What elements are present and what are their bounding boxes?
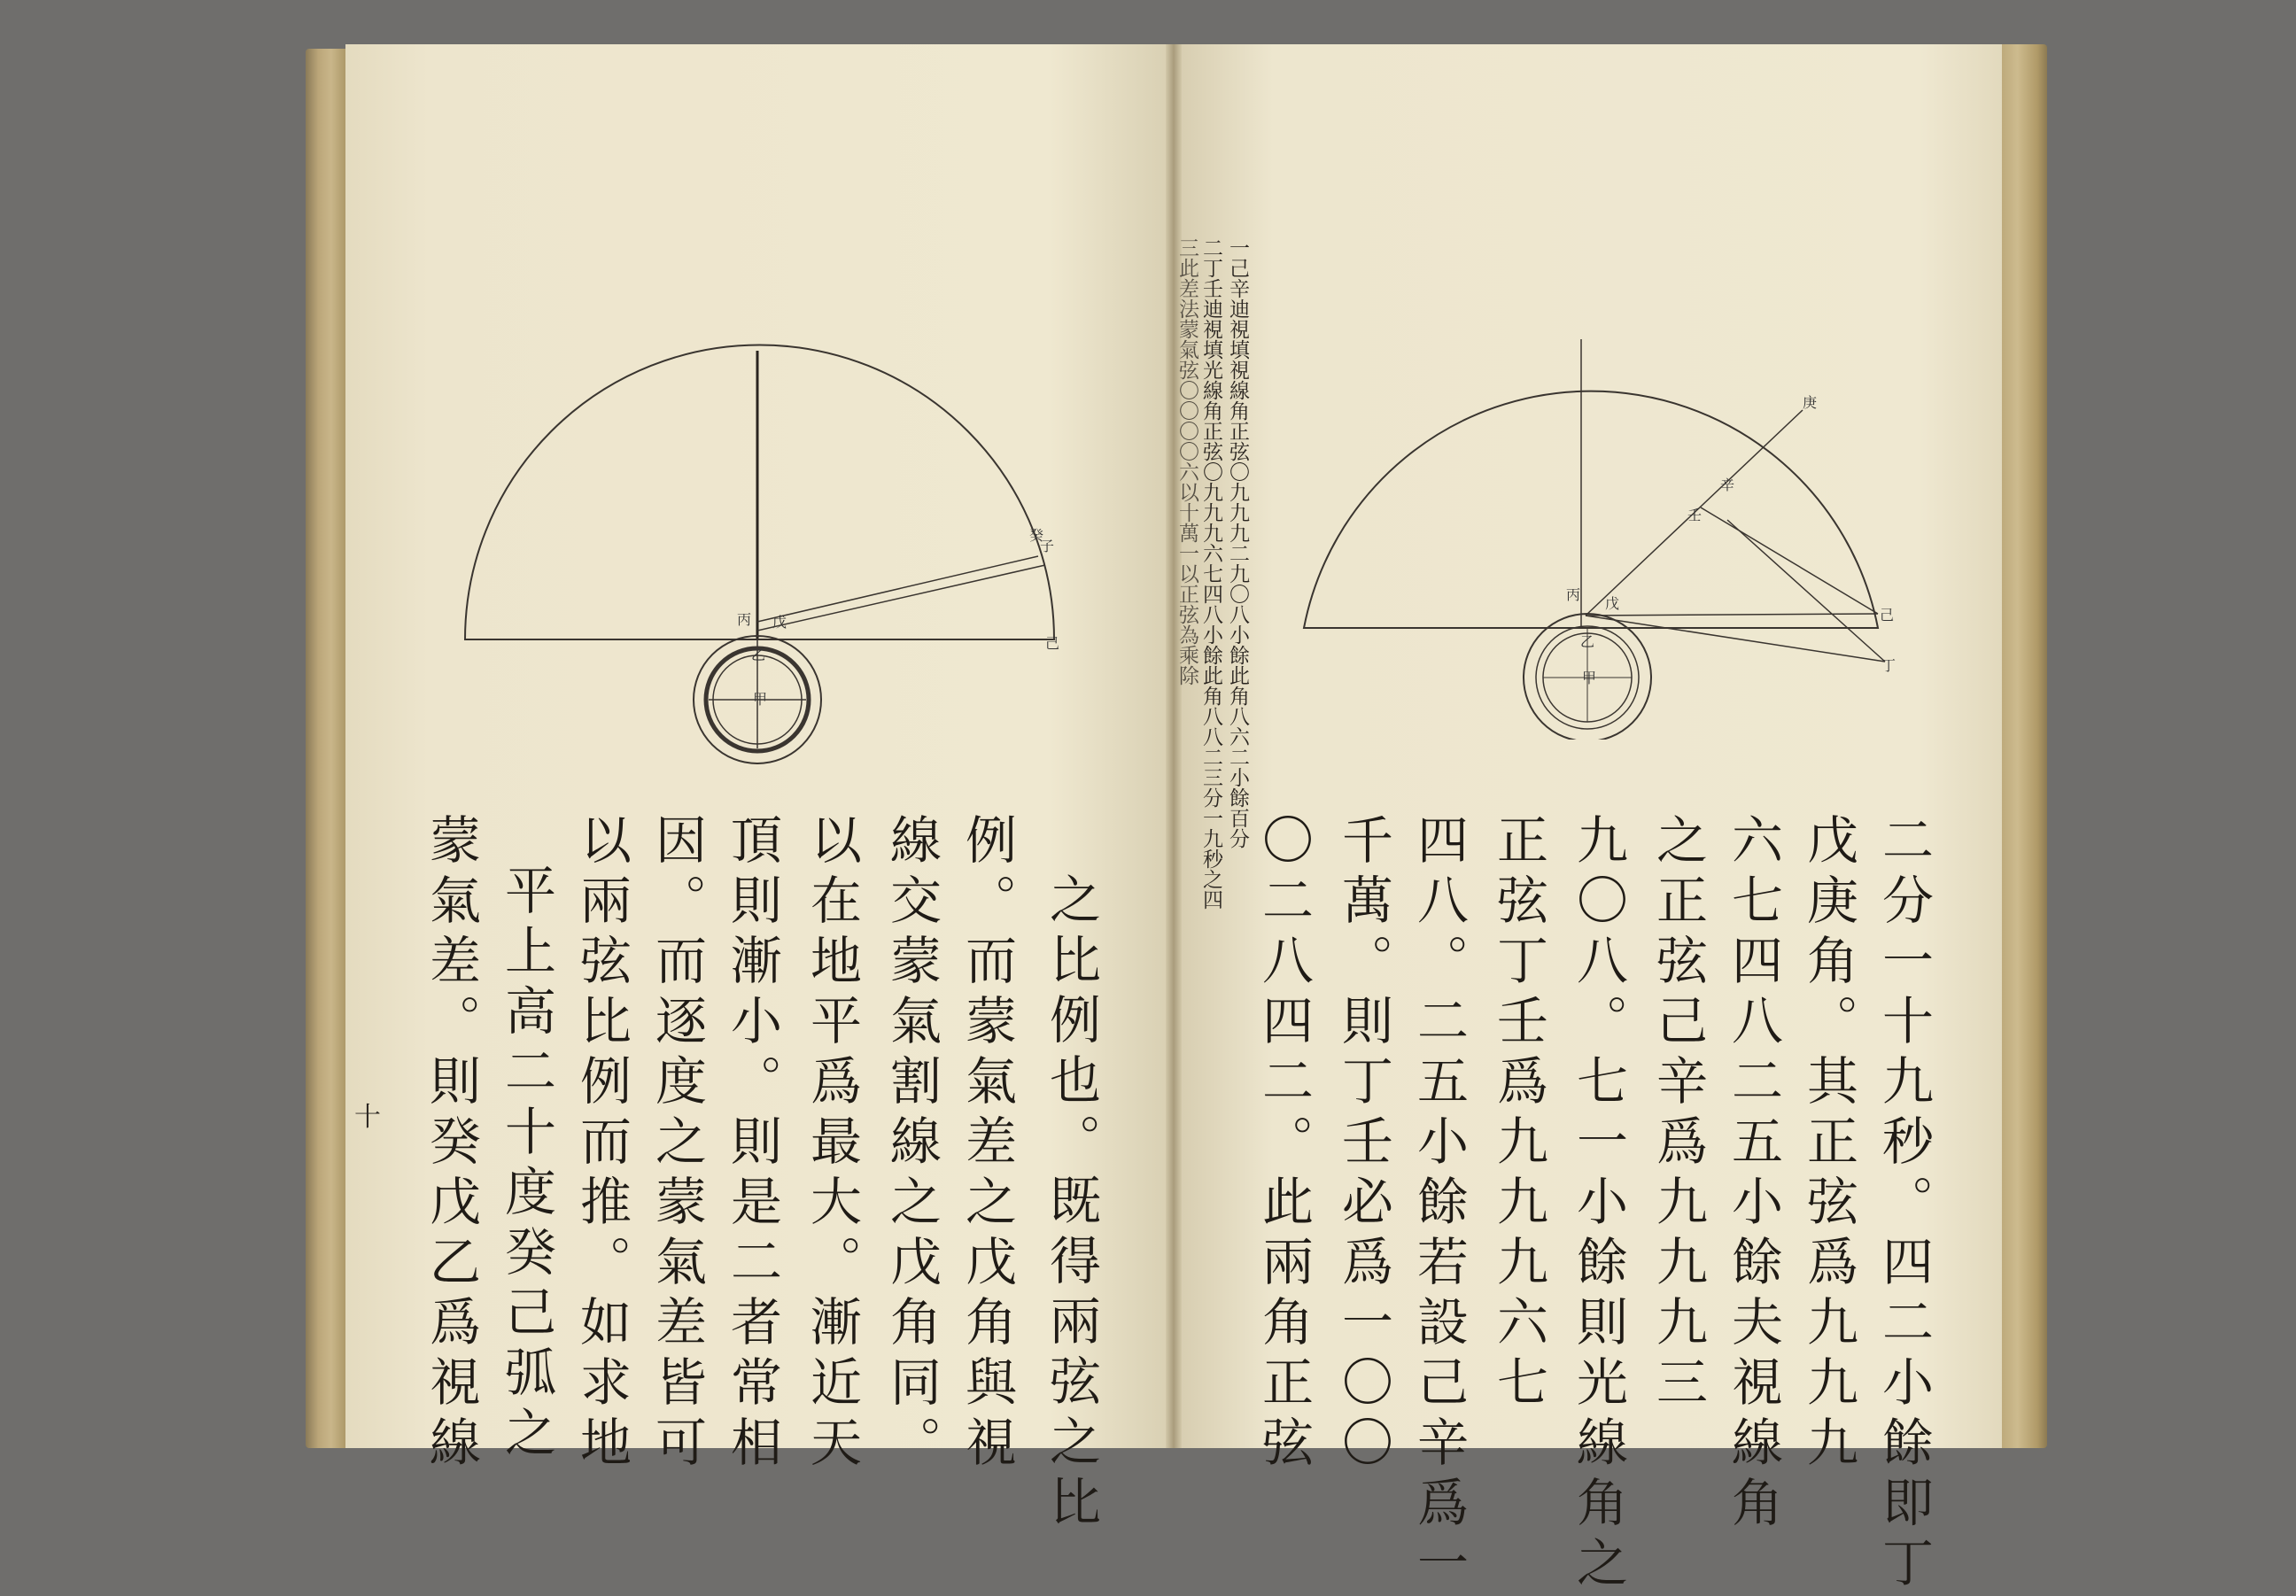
right-col-2: 戊庚角。其正弦爲九九九 — [1798, 813, 1858, 1476]
label-bing: 丙 — [737, 611, 752, 628]
label-wu: 戊 — [772, 614, 787, 631]
right-col-9: 〇二八四二。此兩角正弦 — [1253, 813, 1314, 1476]
label-xin: 辛 — [1720, 476, 1735, 493]
label-geng: 庚 — [1803, 394, 1818, 411]
left-col-3: 線交蒙氣割線之戊角同。 — [881, 813, 942, 1476]
page-edge-left — [306, 49, 348, 1448]
label-wu-r: 戊 — [1605, 595, 1620, 612]
right-note-2: 二丁壬迪視填光線角正弦〇九九九六七四八小餘此角八八二三分一九秒之四 — [1199, 237, 1222, 910]
label-ji: 己 — [1045, 635, 1060, 652]
page-edge-right — [1997, 44, 2047, 1448]
left-col-1: 之比例也。既得兩弦之比 — [1041, 872, 1101, 1535]
left-col-9: 蒙氣差。則癸戊乙爲視線 — [421, 813, 481, 1476]
left-col-8: 平上高二十度癸己弧之 — [496, 864, 556, 1466]
label-zi: 子 — [1040, 538, 1055, 554]
label-yi: 乙 — [751, 647, 766, 663]
right-col-5: 九〇八。七一小餘則光線角之 — [1568, 813, 1628, 1596]
left-col-2: 例。而蒙氣差之戊角與視 — [957, 813, 1017, 1476]
right-col-6: 正弦丁壬爲九九九六七 — [1488, 813, 1548, 1415]
right-col-3: 六七四八二五小餘夫視線角 — [1723, 813, 1783, 1536]
right-note-3: 三此差法蒙氣弦〇〇〇〇六以十萬一以正弦為乘除 — [1175, 237, 1198, 686]
right-note-1: 一己辛迪視填視線角正弦〇九九九二九〇八小餘此角八六二小餘百分 — [1226, 237, 1249, 848]
left-col-7: 以兩弦比例而推。如求地 — [571, 813, 632, 1476]
left-diagram — [443, 319, 1081, 779]
right-diagram — [1284, 314, 1922, 740]
right-col-1: 二分一十九秒。四二小餘即丁 — [1873, 813, 1934, 1596]
label-bing-r: 丙 — [1566, 586, 1581, 603]
right-col-4: 之正弦己辛爲九九九三 — [1648, 813, 1708, 1415]
folio-number: 十 — [354, 1102, 381, 1133]
bleed-through-text — [531, 66, 868, 235]
label-jia-r: 甲 — [1582, 670, 1597, 686]
label-ren: 壬 — [1687, 507, 1703, 523]
right-col-7: 四八。二五小餘若設己辛爲一 — [1408, 813, 1469, 1596]
left-col-5: 頂則漸小。則是二者常相 — [722, 813, 782, 1476]
left-col-6: 因。而逐度之蒙氣差皆可 — [647, 813, 707, 1476]
left-col-4: 以在地平爲最大。漸近天 — [802, 813, 862, 1476]
label-ji-r: 己 — [1880, 607, 1895, 624]
label-ding: 丁 — [1881, 657, 1897, 674]
label-gui: 癸 — [1029, 527, 1044, 544]
right-col-8: 千萬。則丁壬必爲一〇〇 — [1333, 813, 1393, 1476]
label-yi-r: 乙 — [1580, 633, 1595, 650]
label-jia: 甲 — [753, 691, 768, 708]
